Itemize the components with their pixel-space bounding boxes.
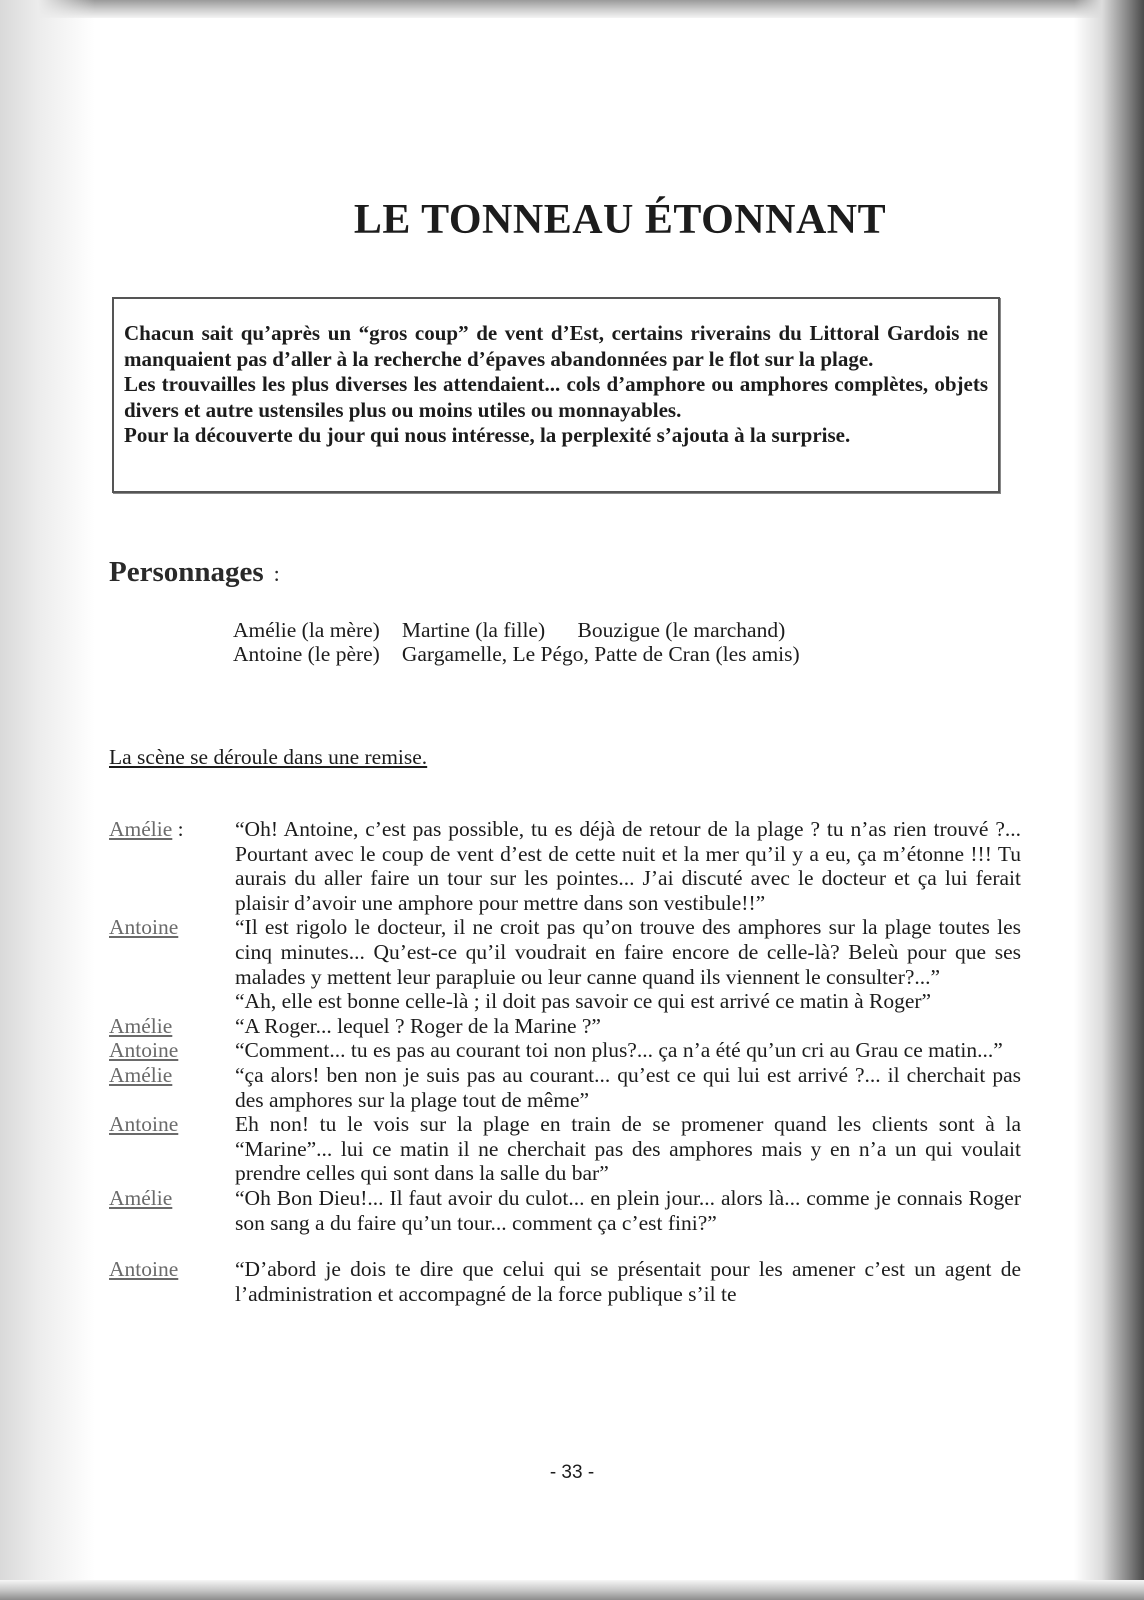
speech-text: “D’abord je dois te dire que celui qui se présentait pour les amener c’est un agent de l’administration et accompagné de la force publique s’il te bbox=[235, 1257, 1021, 1306]
speaker-name bbox=[109, 989, 235, 1014]
cast-row bbox=[233, 642, 822, 666]
scene-note: La scène se déroule dans une remise. bbox=[109, 745, 428, 769]
dialogue-line bbox=[109, 1257, 1021, 1306]
speaker-suffix: : bbox=[172, 817, 184, 841]
dialogue-line bbox=[109, 1038, 1021, 1063]
speaker-name: Amélie bbox=[109, 1185, 173, 1210]
paragraph-gap bbox=[109, 1235, 1021, 1257]
personnages-heading-text: Personnages bbox=[109, 556, 264, 588]
intro-paragraph-3: Pour la découverte du jour qui nous intéresse, la perplexité s’ajouta à la surprise. bbox=[124, 423, 851, 447]
speaker-cell bbox=[109, 817, 235, 915]
speaker-name: Antoine bbox=[109, 915, 179, 940]
dialogue-line bbox=[109, 1014, 1021, 1039]
intro-paragraph-2: Les trouvailles les plus diverses les attendaient... cols d’amphore ou amphores complètes, objets divers et autre ustensiles plus ou moins utiles ou monnayables. bbox=[124, 372, 988, 422]
speaker-name: Antoine bbox=[109, 1038, 179, 1063]
speaker-name: Amélie bbox=[109, 1013, 173, 1038]
speech-text: Eh non! tu le vois sur la plage en train de se promener quand les clients sont à la “Marine”... lui ce matin il ne cherchait pas des amphores mais y en n’a un qui voulait prendre celles qui sont dans la salle du bar” bbox=[235, 1112, 1021, 1186]
speaker-name: Amélie bbox=[109, 817, 173, 841]
cast-entry: Amélie (la mère) bbox=[233, 618, 380, 642]
dialogue-line bbox=[109, 1186, 1021, 1235]
speech-text: “Ah, elle est bonne celle-là ; il doit pas savoir ce qui est arrivé ce matin à Roger” bbox=[235, 989, 932, 1014]
speaker-name: Antoine bbox=[109, 1257, 179, 1282]
page-number: - 33 - bbox=[549, 1462, 595, 1483]
dialogue-line bbox=[109, 1112, 1021, 1186]
dialogue bbox=[109, 817, 1021, 1306]
cast-entry: Antoine (le père) bbox=[233, 642, 380, 666]
speech-text: “A Roger... lequel ? Roger de la Marine ?” bbox=[235, 1013, 601, 1038]
scan-edge-bottom bbox=[0, 1580, 1144, 1600]
intro-box bbox=[112, 297, 1000, 493]
scan-edge-top bbox=[0, 0, 1144, 18]
intro-paragraph-1: Chacun sait qu’après un “gros coup” de vent d’Est, certains riverains du Littoral Gardois ne manquaient pas d’aller à la recherche d’épaves abandonnées par le flot sur la plage. bbox=[124, 321, 988, 371]
dialogue-line bbox=[109, 1063, 1021, 1112]
page-title: LE TONNEAU ÉTONNANT bbox=[353, 197, 887, 243]
cast-entry: Gargamelle, Le Pégo, Patte de Cran (les amis) bbox=[401, 642, 800, 666]
dialogue-line bbox=[109, 989, 1021, 1014]
dialogue-line bbox=[109, 915, 1021, 989]
personnages-heading bbox=[109, 556, 280, 589]
speech-text: “Oh Bon Dieu!... Il faut avoir du culot... en plein jour... alors là... comme je connais Roger son sang a du faire qu’un tour... comment ça c’est fini?” bbox=[235, 1185, 1021, 1235]
speaker-name: Amélie bbox=[109, 1062, 173, 1087]
cast-row bbox=[233, 618, 822, 642]
cast-entry: Martine (la fille) bbox=[401, 618, 546, 642]
speech-text: “Comment... tu es pas au courant toi non plus?... ça n’a été qu’un cri au Grau ce matin...” bbox=[235, 1038, 1003, 1063]
personnages-heading-colon: : bbox=[273, 561, 280, 586]
speech-text: “ça alors! ben non je suis pas au courant... qu’est ce qui lui est arrivé ?... il cherchait pas des amphores sur la plage tout de même” bbox=[235, 1062, 1021, 1112]
cast-list bbox=[233, 618, 822, 666]
speaker-name: Antoine bbox=[109, 1112, 179, 1137]
dialogue-line bbox=[109, 817, 1021, 915]
speech-text: “Oh! Antoine, c’est pas possible, tu es déjà de retour de la plage ? tu n’as rien trouvé ?... Pourtant avec le coup de vent d’est de cette nuit et la mer qu’il y a eu, ça m’étonne !!! Tu aurais du aller faire un tour sur les pointes... J’ai discuté avec le docteur et ça lui ferait plaisir d’avoir une amphore pour mettre dans son vestibule!!” bbox=[235, 817, 1021, 915]
speech-text: “Il est rigolo le docteur, il ne croit pas qu’on trouve des amphores sur la plage toutes les cinq minutes... Qu’est-ce qu’il voudrait en faire encore de celle-là? Beleù pour que ses malades y mettent leur parapluie ou leur canne quand ils viennent le consulter?...” bbox=[235, 915, 1021, 989]
cast-entry: Bouzigue (le marchand) bbox=[577, 618, 786, 642]
